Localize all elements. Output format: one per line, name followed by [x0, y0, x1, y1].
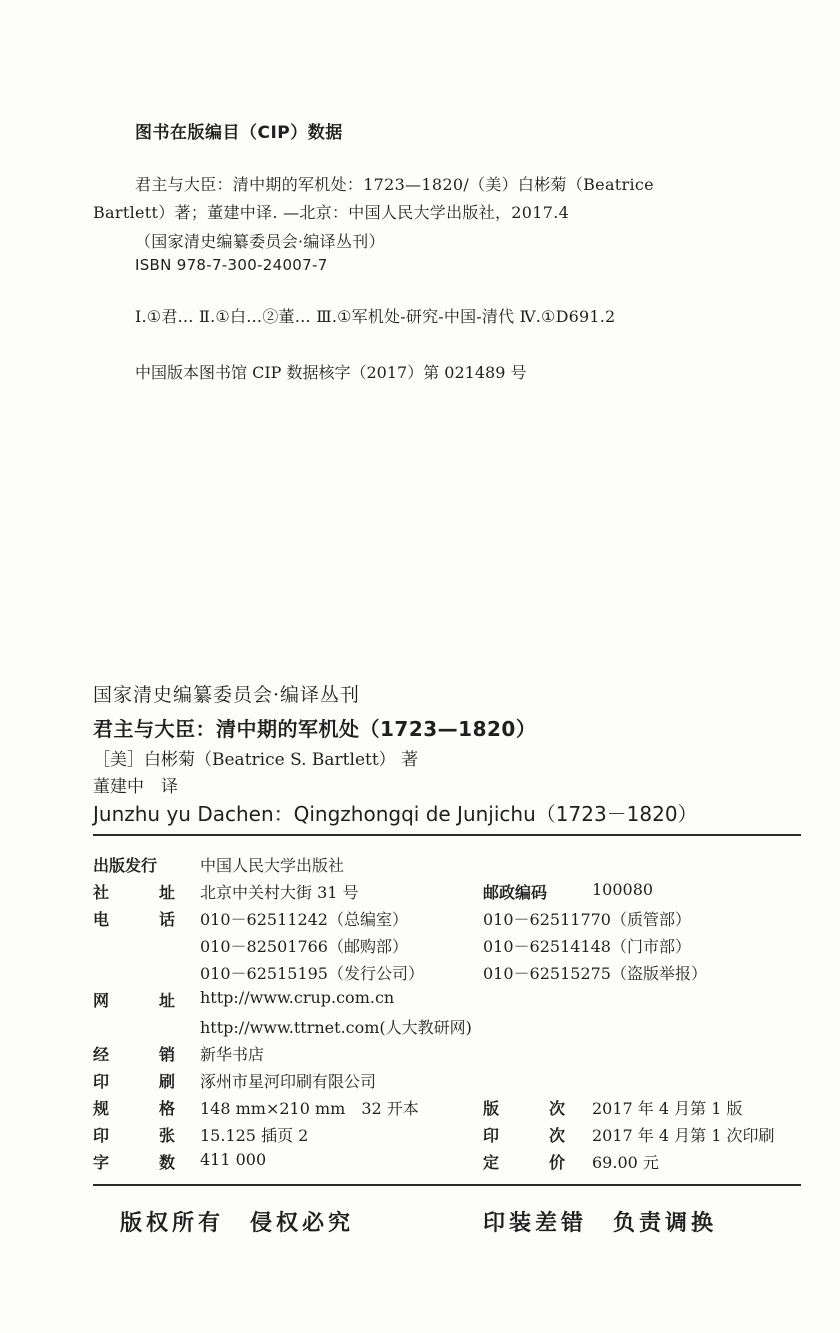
replacement-slogan: 印装差错 负责调换: [483, 1211, 718, 1236]
price-value: 69.00 元: [592, 1153, 659, 1172]
format-label: 规 格: [93, 1099, 175, 1118]
edition-label: 版 次: [483, 1099, 565, 1118]
format-value: 148 mm×210 mm 32 开本: [200, 1099, 419, 1118]
cip-series-line: （国家清史编纂委员会·编译丛刊）: [135, 232, 385, 251]
wordcount-label: 字 数: [93, 1153, 175, 1172]
cip-bibliographic-line-2: Bartlett）著；董建中译. —北京：中国人民大学出版社，2017.4: [93, 203, 570, 222]
cip-bibliographic-line-1: 君主与大臣：清中期的军机处：1723—1820/（美）白彬菊（Beatrice: [135, 175, 654, 194]
pinyin-title: Junzhu yu Dachen：Qingzhongqi de Junjichu（1723－1820）: [93, 802, 698, 826]
cip-subject-headings: Ⅰ.①君… Ⅱ.①白…②董… Ⅲ.①军机处-研究-中国-清代 Ⅳ.①D691.2: [135, 307, 616, 326]
translator-line: 董建中 译: [93, 777, 178, 797]
cip-heading: 图书在版编目（CIP）数据: [135, 123, 343, 143]
book-title: 君主与大臣：清中期的军机处（1723—1820）: [93, 717, 537, 741]
postcode-label: 邮政编码: [483, 883, 548, 902]
divider-bottom: [93, 1184, 801, 1186]
printer-label: 印 刷: [93, 1072, 175, 1091]
series-title: 国家清史编纂委员会·编译丛刊: [93, 684, 361, 706]
website-label: 网 址: [93, 991, 175, 1010]
phone-mailorder: 010－82501766（邮购部）: [200, 937, 408, 956]
cip-isbn: ISBN 978-7-300-24007-7: [135, 256, 328, 274]
distributor-value: 新华书店: [200, 1045, 265, 1064]
sheets-label: 印 张: [93, 1126, 175, 1145]
address-label: 社 址: [93, 883, 175, 902]
publisher-value: 中国人民大学出版社: [200, 856, 345, 875]
cip-record-number: 中国版本图书馆 CIP 数据核字（2017）第 021489 号: [135, 363, 527, 382]
price-label: 定 价: [483, 1153, 565, 1172]
author-line: ［美］白彬菊（Beatrice S. Bartlett） 著: [93, 750, 419, 770]
postcode-value: 100080: [592, 880, 654, 899]
phone-piracy: 010－62515275（盗版举报）: [483, 964, 707, 983]
website-crup: http://www.crup.com.cn: [200, 988, 395, 1007]
wordcount-value: 411 000: [200, 1150, 267, 1169]
publisher-label: 出版发行: [93, 856, 158, 875]
copyright-slogan: 版权所有 侵权必究: [120, 1211, 355, 1236]
impression-label: 印 次: [483, 1126, 565, 1145]
printer-value: 涿州市星河印刷有限公司: [200, 1072, 377, 1091]
phone-store: 010－62514148（门市部）: [483, 937, 691, 956]
divider-top: [93, 834, 801, 836]
distributor-label: 经 销: [93, 1045, 175, 1064]
phone-distribution: 010－62515195（发行公司）: [200, 964, 424, 983]
website-ttrnet: http://www.ttrnet.com(人大教研网): [200, 1018, 472, 1037]
phone-editorial: 010－62511242（总编室）: [200, 910, 408, 929]
impression-value: 2017 年 4 月第 1 次印刷: [592, 1126, 775, 1145]
edition-value: 2017 年 4 月第 1 版: [592, 1099, 743, 1118]
sheets-value: 15.125 插页 2: [200, 1126, 309, 1145]
address-value: 北京中关村大街 31 号: [200, 883, 359, 902]
phone-label: 电 话: [93, 910, 175, 929]
phone-quality: 010－62511770（质管部）: [483, 910, 691, 929]
